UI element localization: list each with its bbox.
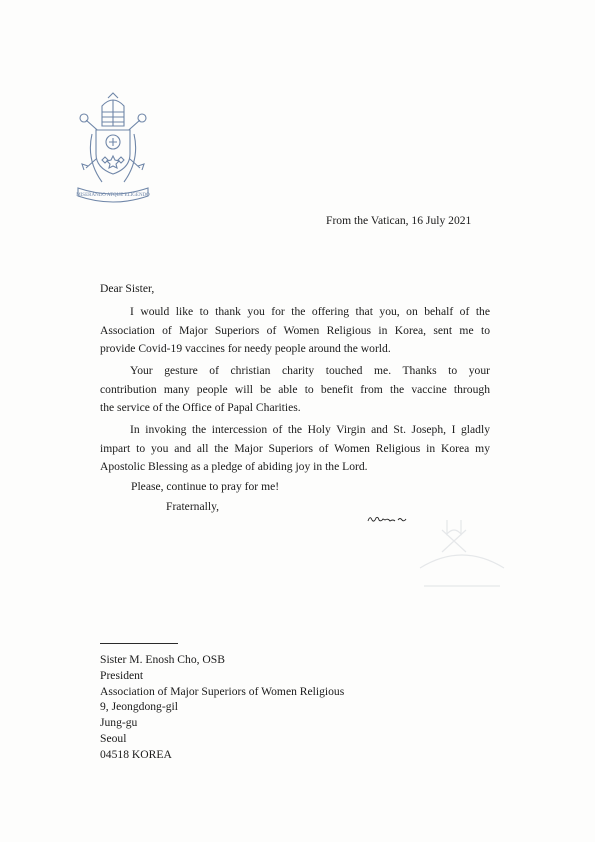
date-line: From the Vatican, 16 July 2021 (326, 214, 472, 227)
salutation: Dear Sister, (100, 282, 155, 295)
paragraph-2-line-3: the service of the Office of Papal Charities. (100, 401, 301, 414)
paragraph-3-line-3: Apostolic Blessing as a pledge of abiding joy in the Lord. (100, 460, 368, 473)
paragraph-1-line-1: I would like to thank you for the offering that you, on behalf of the (130, 305, 490, 318)
paragraph-1 (100, 303, 490, 359)
seal-stamp-icon (412, 512, 512, 592)
coat-motto: MISERANDO ATQUE ELIGENDO (76, 193, 150, 198)
paragraph-2 (100, 362, 490, 418)
recipient-district: Jung-gu (100, 716, 138, 730)
paragraph-3 (100, 421, 490, 477)
paragraph-1-line-3: provide Covid-19 vaccines for needy people around the world. (100, 342, 391, 355)
recipient-postal-country: 04518 KOREA (100, 747, 172, 761)
recipient-street: 9, Jeongdong-gil (100, 700, 178, 714)
paragraph-2-line-1: Your gesture of christian charity touched me. Thanks to your (130, 364, 490, 377)
recipient-city: Seoul (100, 731, 127, 745)
papal-coat-of-arms-icon (72, 90, 154, 208)
paragraph-2-line-2: contribution many people will be able to benefit from the vaccine through (100, 382, 490, 396)
signature-image (366, 512, 408, 526)
recipient-name: Sister M. Enosh Cho, OSB (100, 653, 225, 666)
recipient-title: President (100, 668, 144, 682)
signature-divider (100, 643, 178, 644)
paragraph-3-line-1: In invoking the intercession of the Holy Virgin and St. Joseph, I gladly (130, 423, 490, 436)
recipient-address (100, 652, 344, 763)
valediction: Fraternally, (166, 500, 220, 513)
paragraph-1-line-2: Association of Major Superiors of Women Religious in Korea, sent me to (100, 323, 490, 337)
closing-request: Please, continue to pray for me! (131, 480, 280, 493)
recipient-organization: Association of Major Superiors of Women Religious (100, 684, 345, 698)
paragraph-3-line-2: impart to you and all the Major Superiors of Women Religious in Korea my (100, 441, 490, 455)
